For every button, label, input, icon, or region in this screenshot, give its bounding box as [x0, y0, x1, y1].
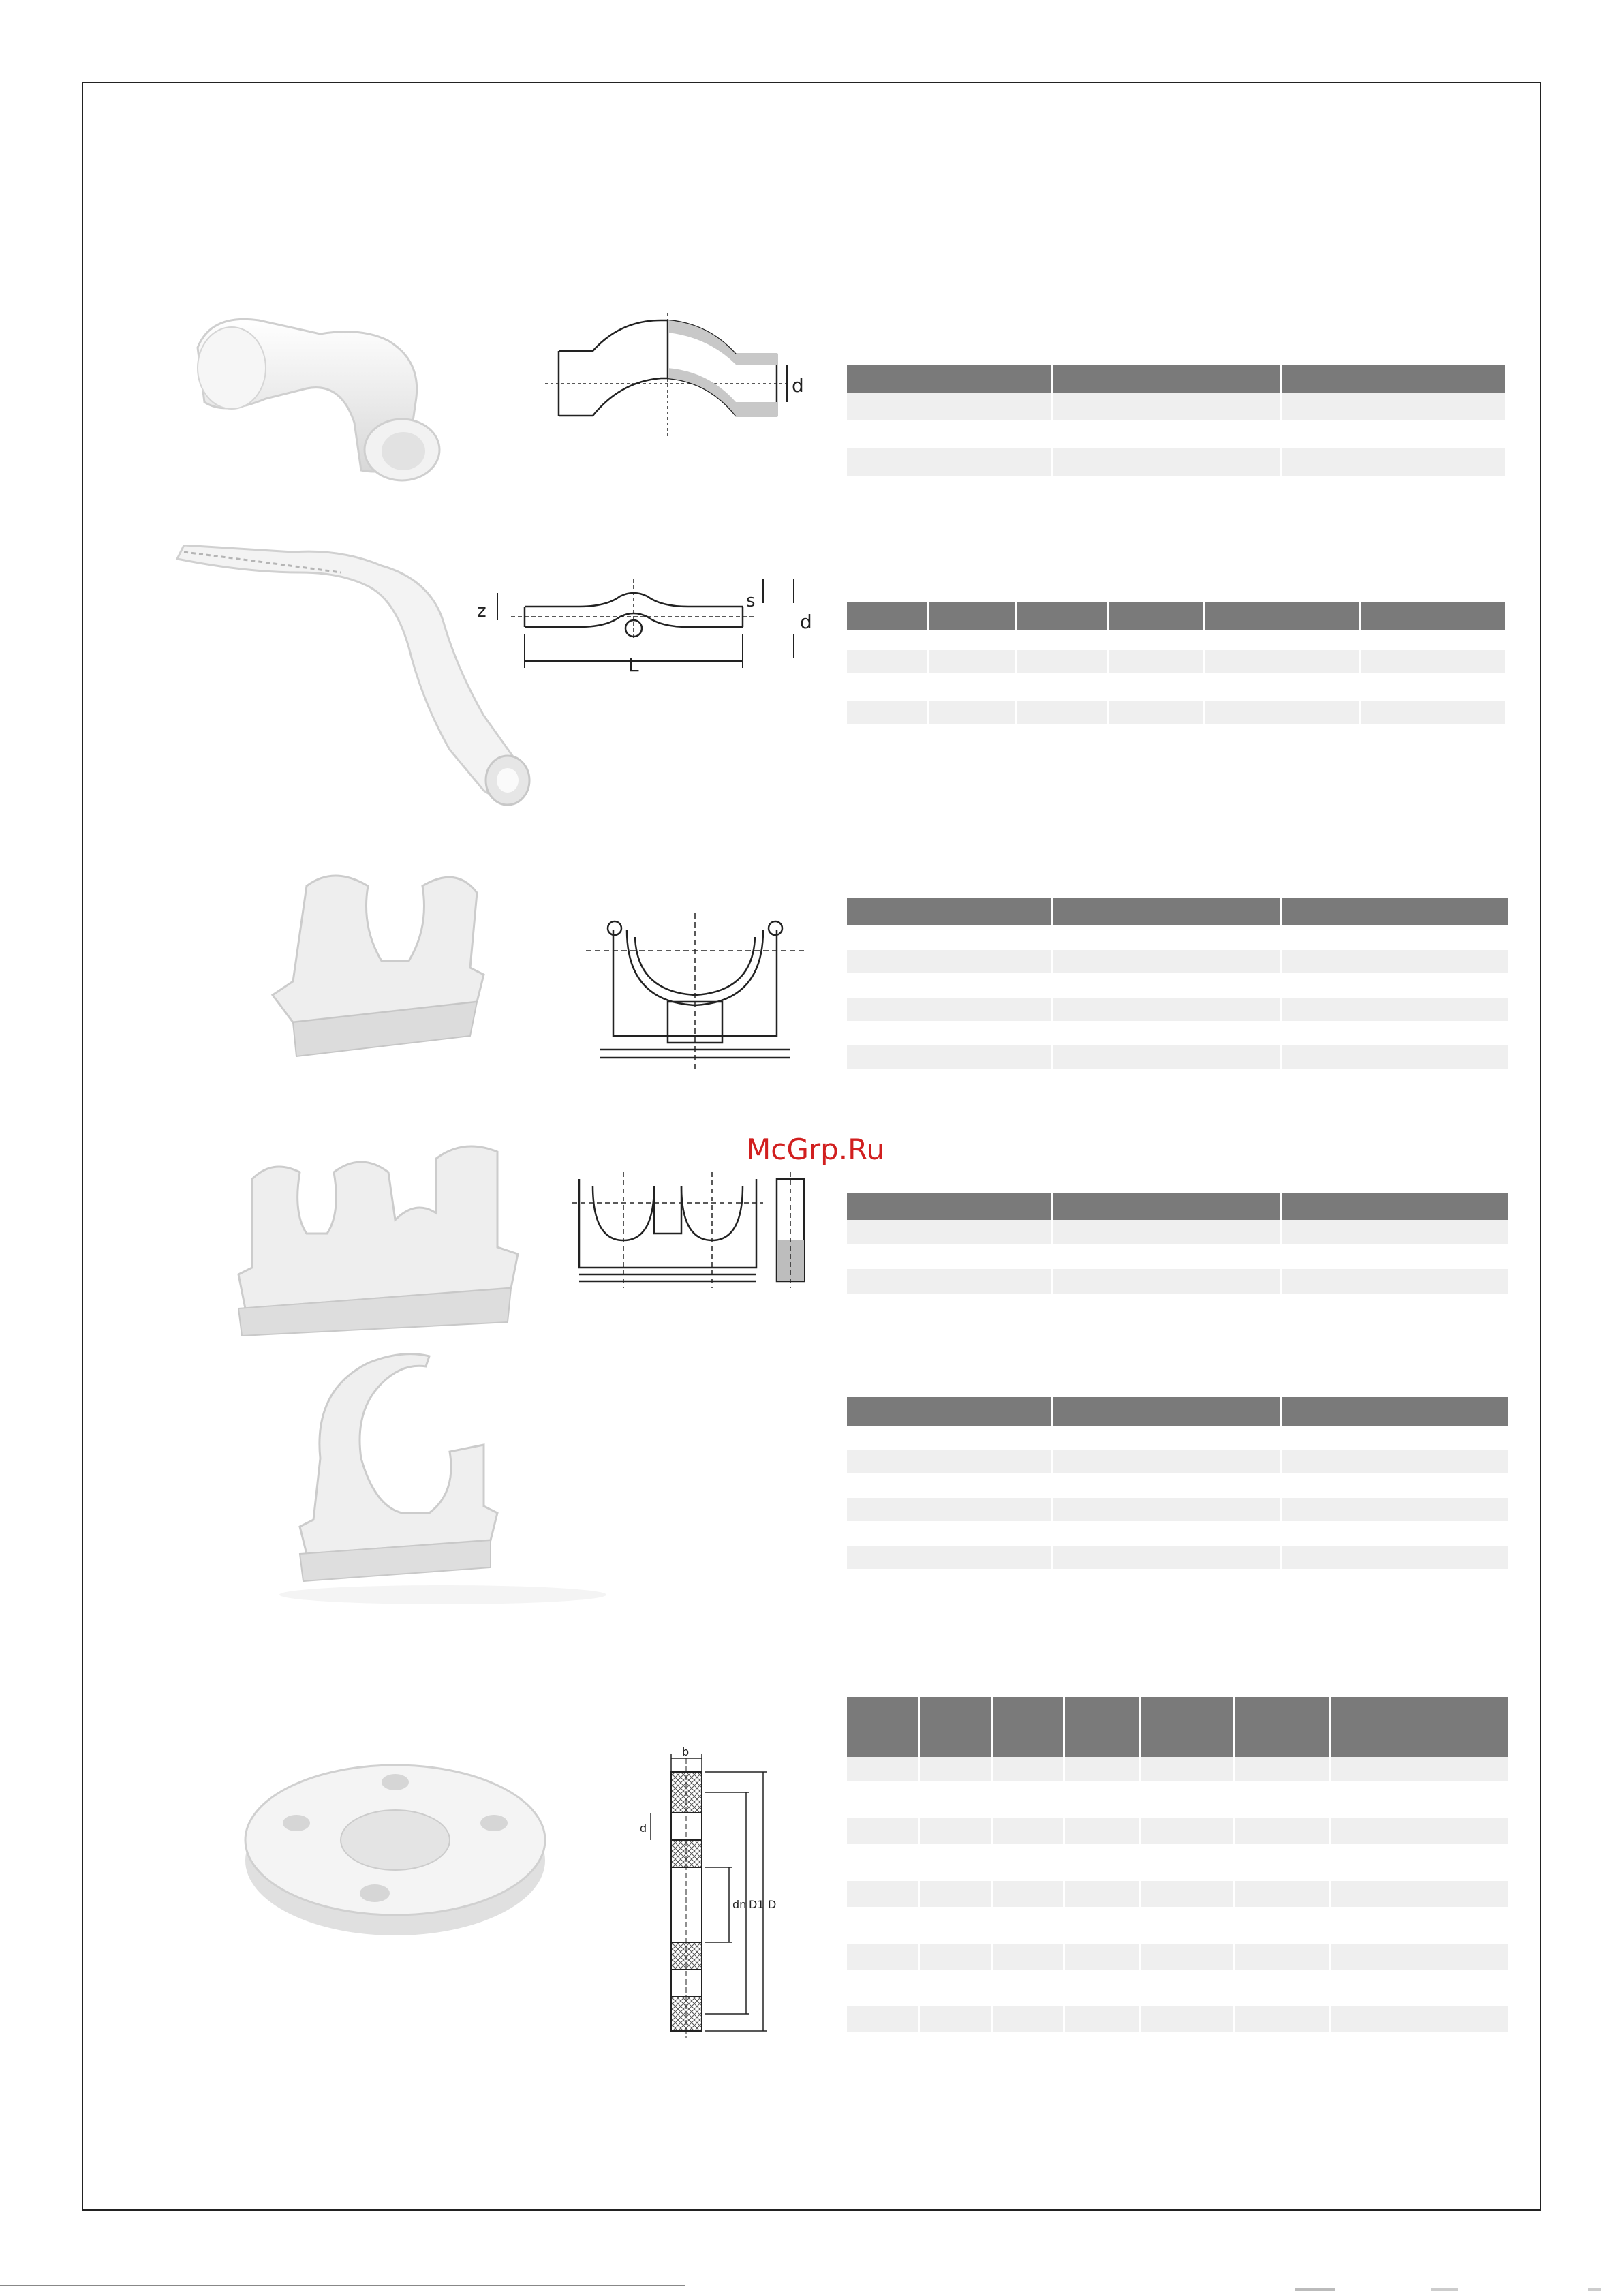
double-clip-photo	[225, 1118, 538, 1343]
dim-label-D: D	[768, 1898, 777, 1911]
flange-table	[847, 1697, 1508, 2032]
dim-label-dn: dn	[732, 1898, 747, 1911]
dim-label-s: s	[746, 591, 756, 611]
dim-label-d: d	[640, 1822, 647, 1835]
dim-label-z: z	[477, 601, 486, 622]
dim-label-d: d	[792, 374, 804, 397]
bypass-pipe-drawing	[470, 566, 824, 688]
double-clip-table	[847, 1193, 1508, 1294]
bypass-fitting-table	[847, 365, 1505, 476]
flange-drawing	[637, 1745, 794, 2045]
footer-line	[0, 2285, 685, 2286]
dim-label-L: L	[628, 654, 639, 676]
single-clip-drawing	[586, 900, 804, 1084]
bypass-pipe-table	[847, 602, 1505, 724]
bypass-fitting-photo	[184, 300, 511, 504]
single-clip-photo	[266, 859, 491, 1063]
dim-label-d: d	[800, 611, 812, 633]
bypass-fitting-drawing	[545, 313, 818, 436]
long-clip-photo	[266, 1336, 606, 1608]
long-clip-table	[847, 1397, 1508, 1569]
single-clip-table	[847, 898, 1508, 1069]
dim-label-D1: D1	[749, 1898, 764, 1911]
watermark[interactable]: McGrp.Ru	[746, 1133, 885, 1166]
footer-marks	[1295, 2286, 1608, 2293]
double-clip-drawing	[572, 1165, 824, 1288]
flange-photo	[238, 1745, 559, 1949]
dim-label-b: b	[682, 1745, 690, 1758]
